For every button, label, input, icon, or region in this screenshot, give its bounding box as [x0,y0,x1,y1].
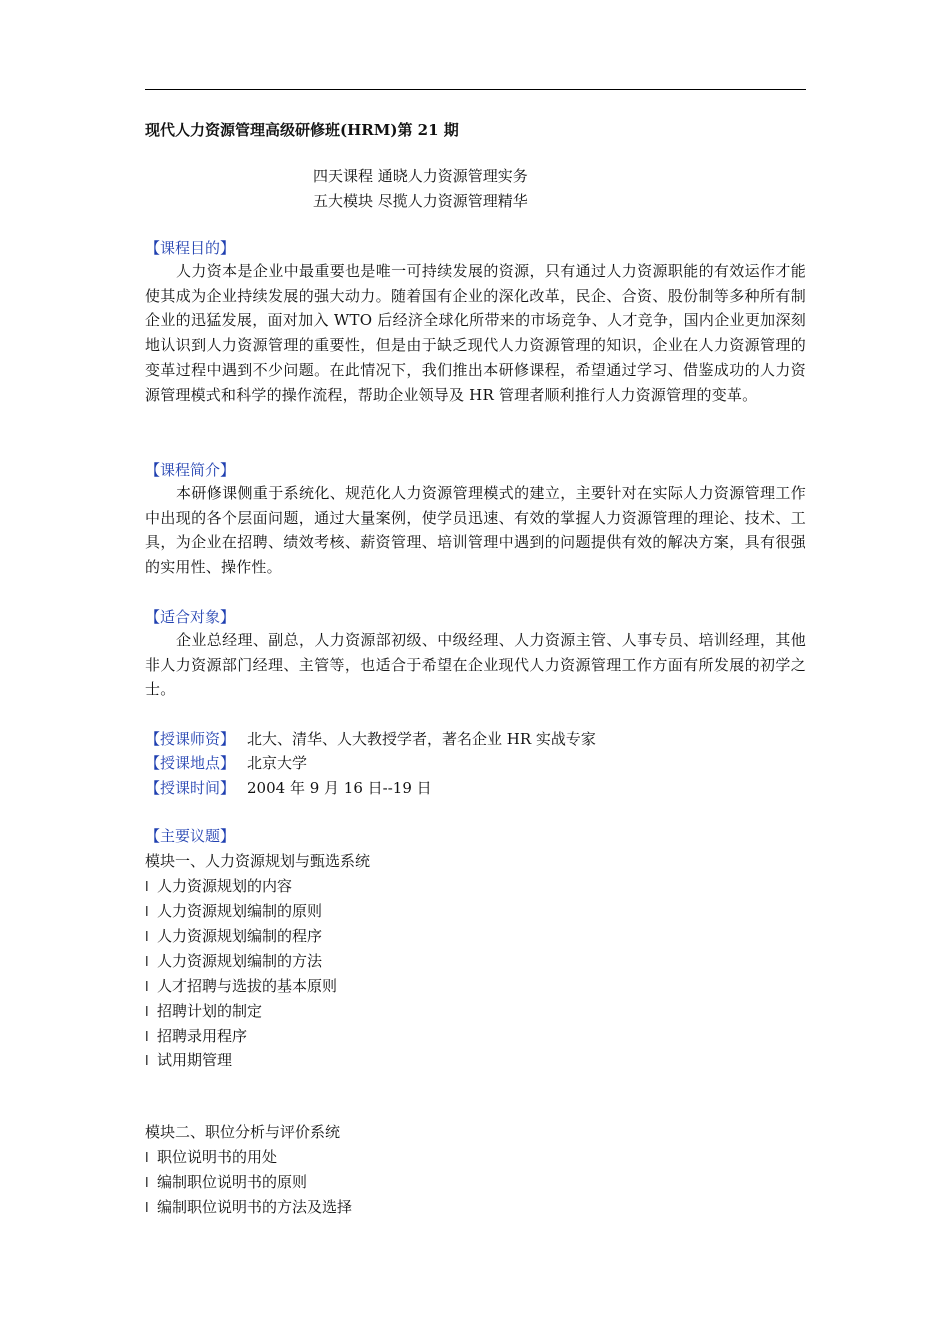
list-item: l 招聘录用程序 [145,1027,248,1045]
teachers-label: 【授课师资】 [145,730,236,748]
location-row [145,752,307,773]
bullet-icon: l [145,1054,149,1069]
bullet-icon: l [145,905,149,920]
list-item: l 人力资源规划编制的程序 [145,927,323,945]
tagline-2: 五大模块 尽揽人力资源管理精华 [313,192,528,210]
audience-paragraph: 企业总经理、副总，人力资源部初级、中级经理、人力资源主管、人事专员、培训经理，其他非人力资源部门经理、主管等，也适合于希望在企业现代人力资源管理工作方面有所发展的初学之士。 [145,631,806,699]
time-value: 2004 年 9 月 16 日--19 日 [247,779,432,797]
list-item: l 编制职位说明书的原则 [145,1173,308,1191]
bullet-icon: l [145,1176,149,1191]
location-label: 【授课地点】 [145,754,236,772]
bullet-icon: l [145,1030,149,1045]
audience-heading: 【适合对象】 [145,608,236,626]
list-item: l 人才招聘与选拔的基本原则 [145,977,338,995]
bullet-icon: l [145,1151,149,1166]
bullet-icon: l [145,1005,149,1020]
bullet-icon: l [145,955,149,970]
intro-heading: 【课程简介】 [145,461,236,479]
module2-title: 模块二、职位分析与评价系统 [145,1123,341,1141]
bullet-icon: l [145,930,149,945]
course-title: 现代人力资源管理高级研修班(HRM)第 21 期 [145,121,459,139]
teachers-value: 北大、清华、人大教授学者，著名企业 HR 实战专家 [247,730,596,748]
list-item: l 人力资源规划编制的原则 [145,902,323,920]
list-item: l 职位说明书的用处 [145,1148,278,1166]
header-rule [145,89,806,90]
purpose-paragraph: 人力资本是企业中最重要也是唯一可持续发展的资源，只有通过人力资源职能的有效运作才能使其成为企业持续发展的强大动力。随着国有企业的深化改革，民企、合资、股份制等多种所有制企业的迅猛发展，面对加入 WTO 后经济全球化所带来的市场竞争、人才竞争，国内企业更加深刻地认识到人力资源管理的重要性，但是由于缺乏现代人力资源管理的知识，企业在人力资源管理的变革过程中遇到不少问题。在此情况下，我们推出本研修课程，希望通过学习、借鉴成功的人力资源管理模式和科学的操作流程，帮助企业领导及 HR 管理者顺利推行人力资源管理的变革。 [145,262,806,404]
bullet-icon: l [145,980,149,995]
list-item: l 人力资源规划编制的方法 [145,952,323,970]
list-item: l 人力资源规划的内容 [145,877,293,895]
tagline-1: 四天课程 通晓人力资源管理实务 [313,167,528,185]
list-item: l 试用期管理 [145,1051,233,1069]
topics-heading: 【主要议题】 [145,827,236,845]
list-item: l 编制职位说明书的方法及选择 [145,1198,353,1216]
module1-title: 模块一、人力资源规划与甄选系统 [145,852,371,870]
time-row [145,777,432,798]
location-value: 北京大学 [247,754,308,772]
intro-paragraph: 本研修课侧重于系统化、规范化人力资源管理模式的建立，主要针对在实际人力资源管理工作中出现的各个层面问题，通过大量案例，使学员迅速、有效的掌握人力资源管理的理论、技术、工具，为企业在招聘、绩效考核、薪资管理、培训管理中遇到的问题提供有效的解决方案，具有很强的实用性、操作性。 [145,484,806,577]
time-label: 【授课时间】 [145,779,236,797]
bullet-icon: l [145,1201,149,1216]
purpose-heading: 【课程目的】 [145,239,236,257]
teachers-row [145,728,596,749]
bullet-icon: l [145,880,149,895]
list-item: l 招聘计划的制定 [145,1002,263,1020]
